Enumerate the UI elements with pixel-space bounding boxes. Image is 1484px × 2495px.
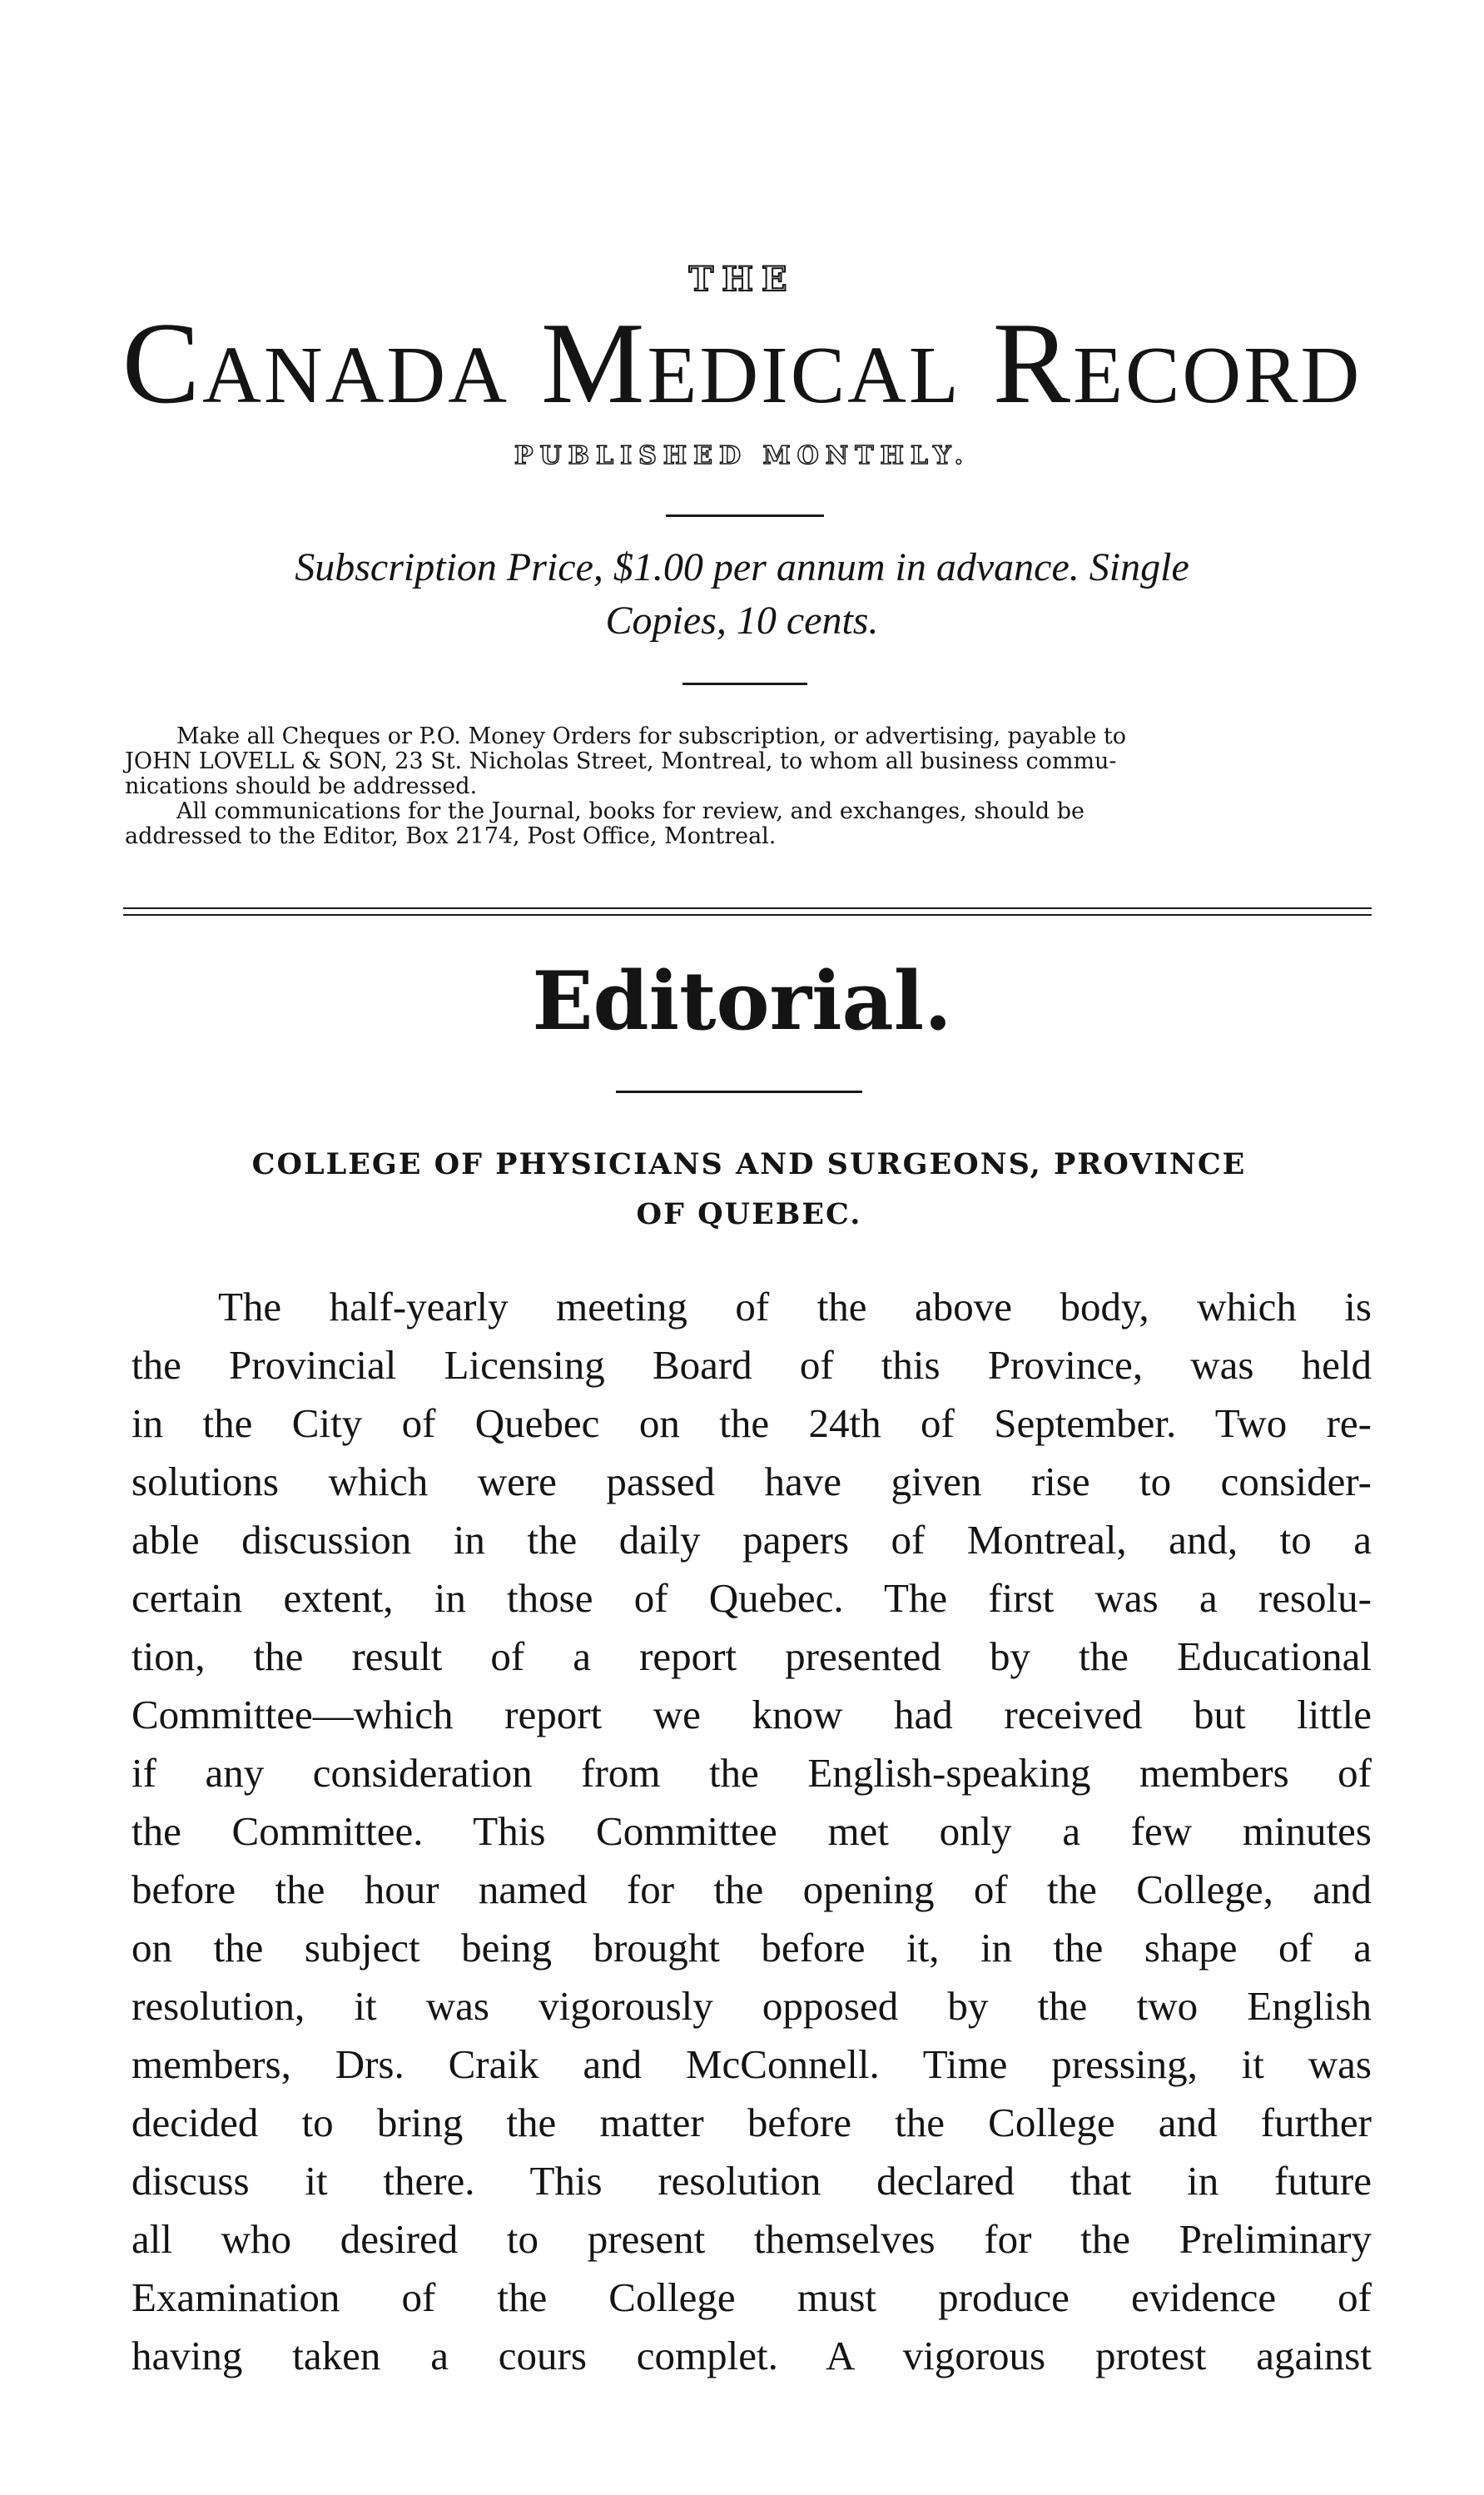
- notice-line: nications should be addressed.: [125, 773, 478, 799]
- body-line: the Provincial Licensing Board of this Province, was held: [132, 1342, 1372, 1388]
- section-rule-top: [123, 907, 1372, 909]
- notice-line: Make all Cheques or P.O. Money Orders for subscription, or advertising, payable to: [176, 723, 1126, 749]
- body-line: on the subject being brought before it, in the shape of a: [132, 1925, 1372, 1971]
- body-line: members, Drs. Craik and McConnell. Time pressing, it was: [132, 2041, 1372, 2087]
- body-line: solutions which were passed have given rise to consider-: [132, 1459, 1372, 1504]
- body-line: resolution, it was vigorously opposed by the two English: [132, 1983, 1372, 2029]
- body-line: discuss it there. This resolution declared that in future: [132, 2158, 1372, 2204]
- divider: [616, 1091, 862, 1093]
- body-line: Examination of the College must produce evidence of: [132, 2274, 1372, 2320]
- notice-line: All communications for the Journal, books for review, and exchanges, should be: [176, 798, 1084, 824]
- body-line: having taken a cours complet. A vigorous protest against: [132, 2333, 1372, 2378]
- section-rule-bottom: [123, 914, 1372, 916]
- subscription-price-line: Subscription Price, $1.00 per annum in advance. Single: [295, 545, 1189, 589]
- masthead-article: THE: [688, 260, 796, 299]
- section-title: Editorial.: [532, 954, 952, 1048]
- body-line: the Committee. This Committee met only a few minutes: [132, 1808, 1372, 1854]
- body-line: if any consideration from the English-speaking members of: [132, 1750, 1372, 1796]
- divider: [666, 514, 824, 517]
- body-line: certain extent, in those of Quebec. The first was a resolu-: [132, 1575, 1372, 1621]
- body-line: tion, the result of a report presented by the Educational: [132, 1633, 1372, 1679]
- body-line: before the hour named for the opening of the College, and: [132, 1866, 1372, 1912]
- body-line: all who desired to present themselves for the Preliminary: [132, 2216, 1372, 2262]
- body-line: Committee—which report we know had received but little: [132, 1692, 1372, 1737]
- body-line: able discussion in the daily papers of Montreal, and, to a: [132, 1517, 1372, 1563]
- journal-title: Canada Medical Record: [122, 299, 1362, 428]
- article-heading-line: COLLEGE OF PHYSICIANS AND SURGEONS, PROVINCE: [251, 1147, 1247, 1181]
- divider: [682, 683, 807, 685]
- body-line: The half-yearly meeting of the above body, which is: [218, 1284, 1372, 1330]
- notice-line: JOHN LOVELL & SON, 23 St. Nicholas Street, Montreal, to whom all business commu-: [125, 748, 1117, 774]
- subscription-copies-line: Copies, 10 cents.: [605, 599, 879, 643]
- article-heading-line: OF QUEBEC.: [636, 1197, 862, 1231]
- notice-line: addressed to the Editor, Box 2174, Post Office, Montreal.: [125, 823, 777, 849]
- body-line: decided to bring the matter before the College and further: [132, 2100, 1372, 2145]
- body-line: in the City of Quebec on the 24th of September. Two re-: [132, 1400, 1372, 1446]
- publication-frequency: PUBLISHED MONTHLY.: [514, 441, 970, 470]
